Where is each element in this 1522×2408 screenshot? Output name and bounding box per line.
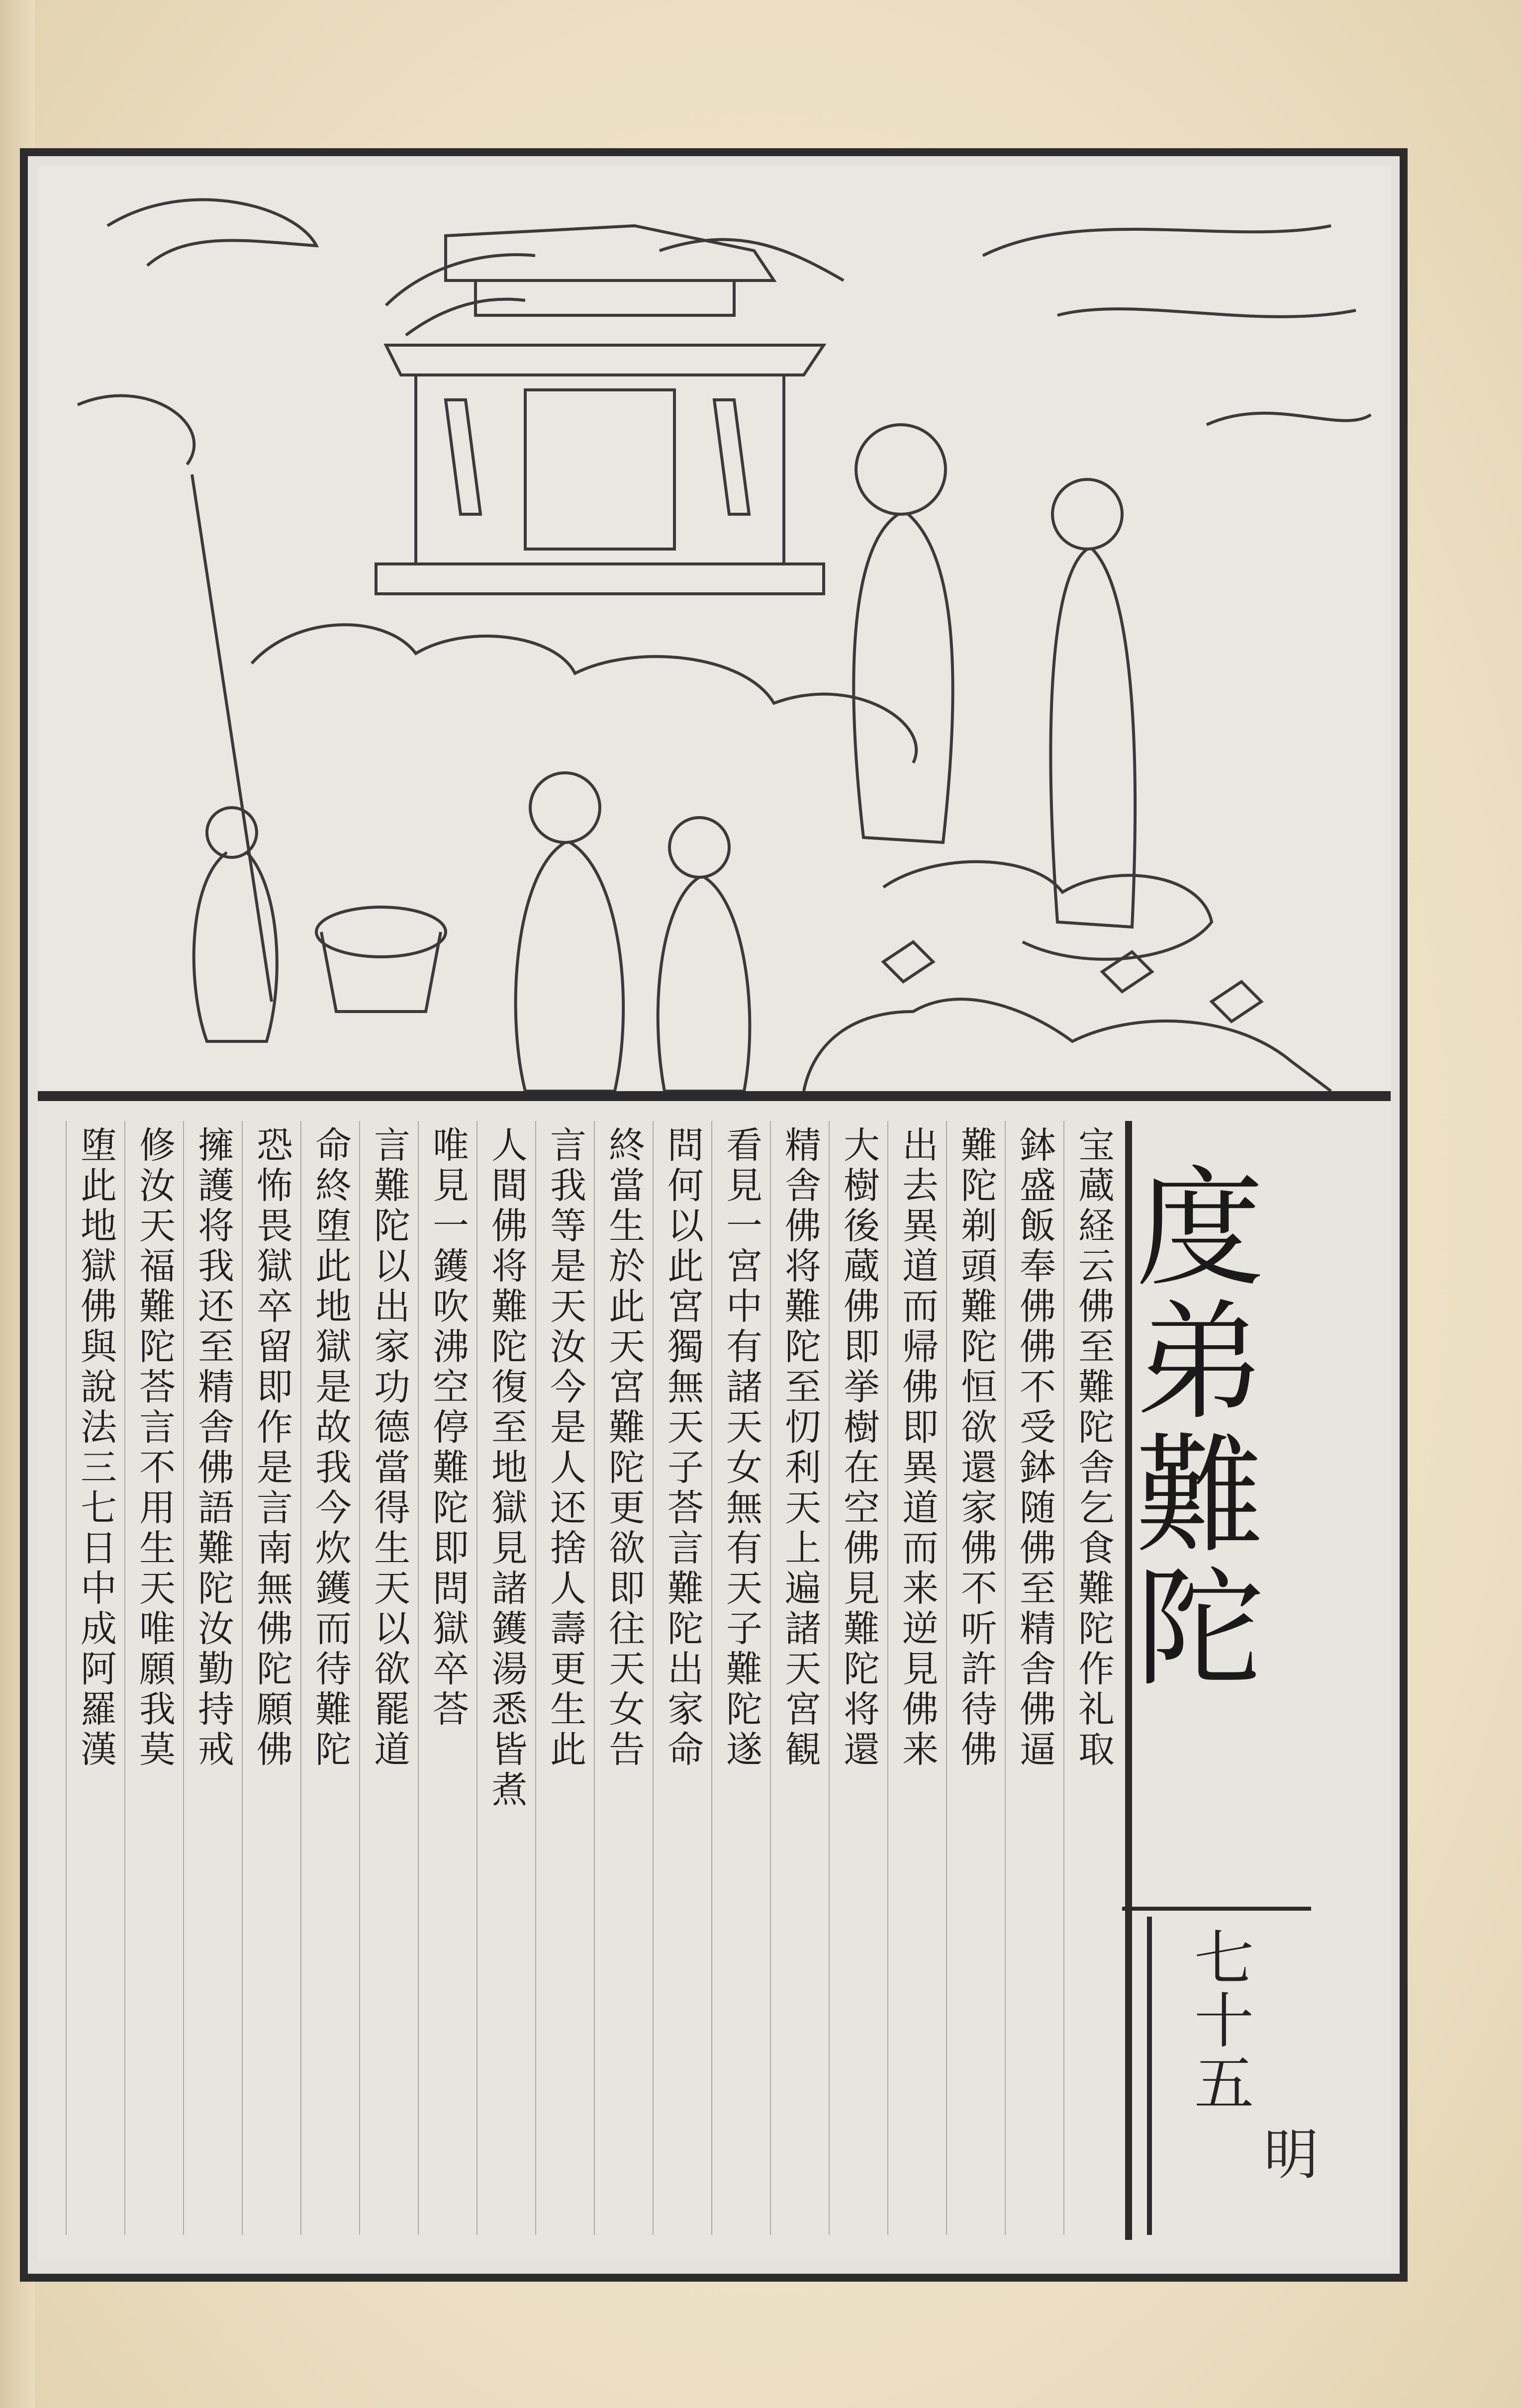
- text-column: 唯見一鑊吹沸空停難陀即問獄卒荅: [418, 1121, 476, 2235]
- text-column: 出去異道而帰佛即異道而来逆見佛来: [887, 1121, 946, 2235]
- text-column: 命終堕此地獄是故我今炊鑊而待難陀: [300, 1121, 359, 2235]
- title-rule: [1122, 1907, 1311, 1911]
- text-columns: [66, 1121, 1122, 2235]
- text-column: 大樹後蔵佛即挙樹在空佛見難陀将還: [829, 1121, 887, 2235]
- side-label: 明: [1255, 2126, 1319, 2183]
- text-column: 精舎佛将難陀至忉利天上遍諸天宮観: [770, 1121, 829, 2235]
- text-column: 看見一宮中有諸天女無有天子難陀遂: [711, 1121, 770, 2235]
- woodblock-illustration: [38, 166, 1391, 1101]
- text-column: 修汝天福難陀荅言不用生天唯願我莫: [124, 1121, 183, 2235]
- text-column: 鉢盛飯奉佛佛不受鉢随佛至精舎佛逼: [1005, 1121, 1063, 2235]
- woodblock-print: [20, 148, 1408, 2282]
- margin-mark: [1452, 2089, 1522, 2253]
- text-column: 問何以此宮獨無天子荅言難陀出家命: [653, 1121, 711, 2235]
- text-column: 難陀剃頭難陀恒欲還家佛不听許待佛: [946, 1121, 1005, 2235]
- text-column: 擁護将我还至精舎佛語難陀汝勤持戒: [183, 1121, 242, 2235]
- text-column: 言我等是天汝今是人还捨人壽更生此: [535, 1121, 594, 2235]
- illustration-drawing: [38, 166, 1391, 1091]
- text-column: 宝蔵経云佛至難陀舎乞食難陀作礼取: [1063, 1121, 1122, 2235]
- section-title: 度弟難陀: [1114, 1161, 1263, 1694]
- side-box: [1147, 1917, 1371, 2235]
- text-panel: [38, 1101, 1391, 2260]
- text-column: 終當生於此天宮難陀更欲即往天女告: [594, 1121, 653, 2235]
- text-column: 恐怖畏獄卒留即作是言南無佛陀願佛: [242, 1121, 300, 2235]
- folio-number: 七十五: [1184, 1927, 1253, 2115]
- text-column: 言難陀以出家功德當得生天以欲罷道: [359, 1121, 418, 2235]
- text-column: 人間佛将難陀復至地獄見諸鑊湯悉皆煮: [476, 1121, 535, 2235]
- text-column: 堕此地獄佛與說法三七日中成阿羅漢: [66, 1121, 124, 2235]
